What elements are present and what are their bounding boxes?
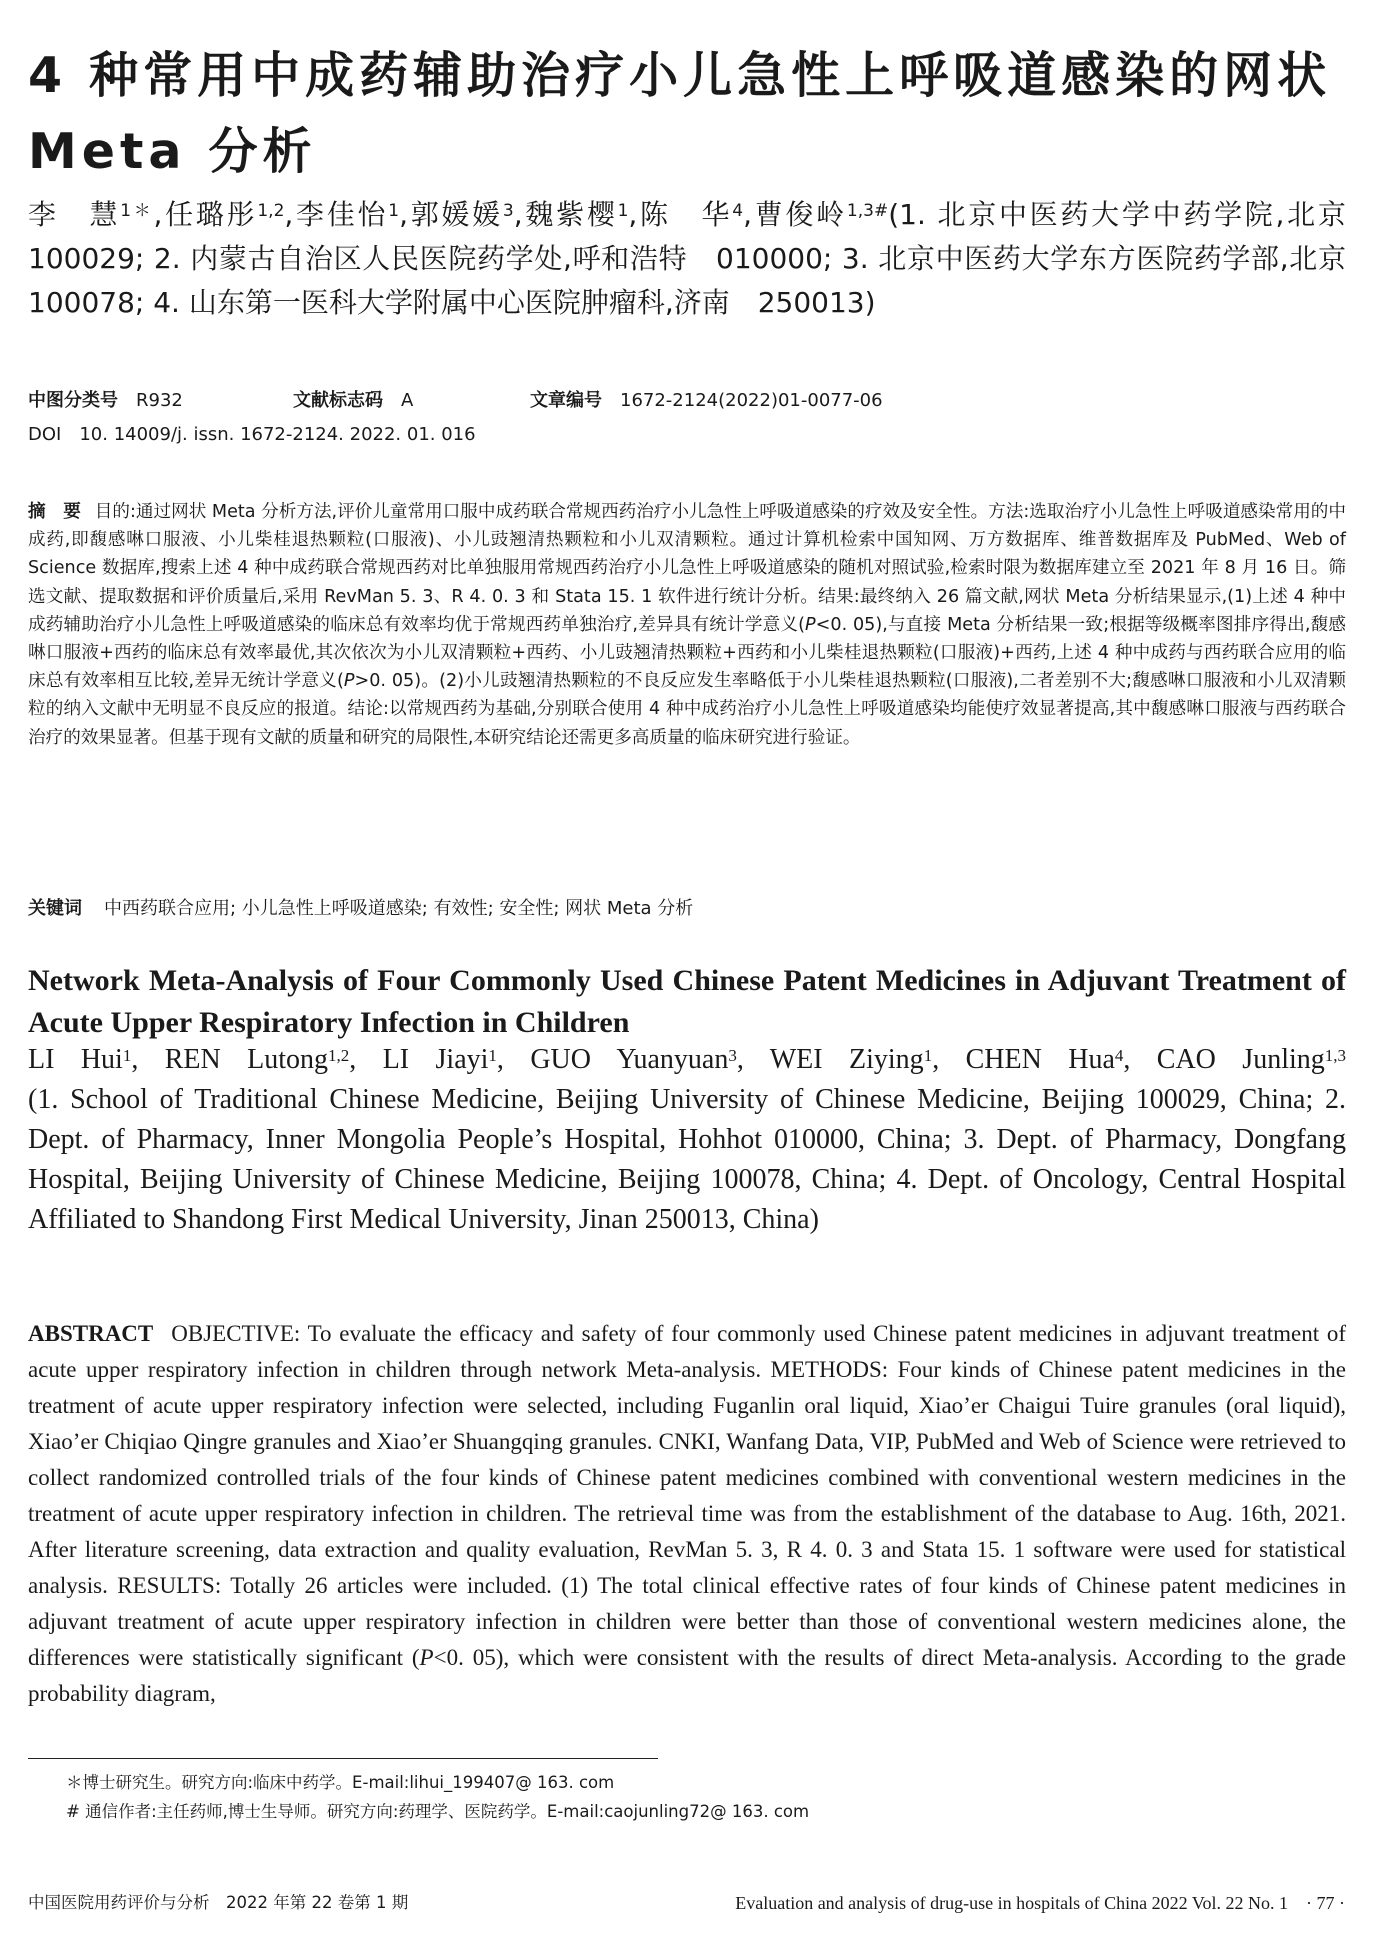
author-name: GUO Yuanyuan bbox=[530, 1044, 729, 1075]
doi-value: 10. 14009/j. issn. 1672-2124. 2022. 01. 016 bbox=[79, 424, 476, 445]
author-sup: 3 bbox=[502, 201, 514, 221]
footnote-first-author: ＊博士研究生。研究方向:临床中药学。E-mail:lihui_199407@ 163. com bbox=[66, 1773, 615, 1792]
footnote-corresponding-author: # 通信作者:主任药师,博士生导师。研究方向:药理学、医院药学。E-mail:caojunling72@ 163. com bbox=[66, 1802, 810, 1821]
author-sup: 1,3 bbox=[1324, 1046, 1347, 1065]
author-sup: 1 bbox=[388, 201, 400, 221]
keywords-text: 中西药联合应用; 小儿急性上呼吸道感染; 有效性; 安全性; 网状 Meta 分析 bbox=[104, 898, 694, 919]
author-sup: 3 bbox=[728, 1046, 737, 1065]
author-name: 魏紫樱 bbox=[522, 198, 618, 231]
chinese-abstract-label: 摘 要 bbox=[28, 502, 81, 522]
clc-value: R932 bbox=[136, 390, 183, 411]
keywords-label: 关键词 bbox=[28, 898, 82, 919]
author-sup: 1,2 bbox=[328, 1046, 350, 1065]
p-symbol: P bbox=[805, 614, 816, 635]
english-authors: LI Hui$^1$, REN Lutong$^{1,2}$, LI Jiayi$^1$, GUO Yuanyuan$^3$, WEI Ziying$^1$, CHEN Hua$^4$, CAO Junling$^{1,3}$ bbox=[28, 1044, 1347, 1075]
chinese-abstract-text-3: >0. 05)。(2)小儿豉翘清热颗粒的不良反应发生率略低于小儿柴桂退热颗粒(口服液),二者差别不大;馥感啉口服液和小儿双清颗粒的纳入文献中无明显不良反应的报道。结论:以常规西药为基础,分别联合使用 4 种中成药治疗小儿急性上呼吸道感染均能使疗效显著提高,其中馥感啉口服液与西药联合治疗的效果显著。但基于现有文献的质量和研究的局限性,本研究结论还需更多高质量的临床研究进行验证。 bbox=[28, 671, 1347, 748]
chinese-keywords bbox=[28, 894, 1346, 924]
author-name: 李佳怡 bbox=[293, 198, 389, 231]
author-sup: 1＊ bbox=[120, 201, 154, 221]
author-sup: 1 bbox=[617, 201, 629, 221]
author-sup: 1 bbox=[488, 1046, 497, 1065]
footnotes bbox=[66, 1768, 1266, 1826]
author-name: REN Lutong bbox=[164, 1044, 329, 1075]
author-sup: 4 bbox=[1114, 1046, 1124, 1065]
doi-label: DOI bbox=[28, 424, 62, 445]
author-name: LI Jiayi bbox=[382, 1044, 489, 1075]
author-name: 郭媛媛 bbox=[407, 198, 503, 231]
clc-label: 中图分类号 bbox=[28, 390, 118, 411]
classification-block bbox=[28, 384, 1328, 452]
author-name: CAO Junling bbox=[1156, 1044, 1325, 1075]
author-sup: 1,2 bbox=[257, 201, 285, 221]
chinese-authors-block: 李 慧$^{1*}$,任璐彤$^{1,2}$,李佳怡$^1$,郭媛媛$^3$,魏紫樱$^1$,陈 华$^4$,曹俊岭$^{1,3\#}$(1. 北京中医药大学中药学院,北京 100029; 2. 内蒙古自治区人民医院药学处,呼和浩特 010000; 3. 北京中医药大学东方医院药学部,北京 100078; 4. 山东第一医科大学附属中心医院肿瘤科,济南 250013) bbox=[28, 198, 1346, 319]
english-abstract-text-1: OBJECTIVE: To evaluate the efficacy and safety of four commonly used Chinese patent medicines in adjuvant treatment of acute upper respiratory infection in children through network Meta-analysis. METHODS: Four kinds of Chinese patent medicines in the treatment of acute upper respiratory infection were selected, including Fuganlin oral liquid, Xiao’er Chaigui Tuire granules (oral liquid), Xiao’er Chiqiao Qingre granules and Xiao’er Shuangqing granules. CNKI, Wanfang Data, VIP, PubMed and Web of Science were retrieved to collect randomized controlled trials of the four kinds of Chinese patent medicines combined with conventional western medicines in the treatment of acute upper respiratory infection in children. The retrieval time was from the establishment of the database to Aug. 16th, 2021. After literature screening, data extraction and quality evaluation, RevMan 5. 3, R 4. 0. 3 and Stata 15. 1 software were used for statistical analysis. RESULTS: Totally 26 articles were included. (1) The total clinical effective rates of four kinds of Chinese patent medicines in adjuvant treatment of acute upper respiratory infection in children were better than those of conventional western medicines alone, the differences were statistically significant ( bbox=[28, 1321, 1346, 1670]
author-sup: 1 bbox=[122, 1046, 132, 1065]
doc-code-label: 文献标志码 bbox=[293, 390, 383, 411]
author-sup: 4 bbox=[732, 201, 744, 221]
author-sup: 1 bbox=[923, 1046, 933, 1065]
article-no-value: 1672-2124(2022)01-0077-06 bbox=[620, 390, 883, 411]
footnote-divider bbox=[28, 1758, 658, 1759]
english-abstract-text-2: <0. 05), which were consistent with the results of direct Meta-analysis. According to the grade probability diagram, bbox=[28, 1645, 1346, 1706]
journal-footer-en: Evaluation and analysis of drug-use in hospitals of China 2022 Vol. 22 No. 1 · 77 · bbox=[735, 1893, 1345, 1913]
p-symbol: P bbox=[419, 1645, 434, 1670]
author-name: WEI Ziying bbox=[769, 1044, 924, 1075]
author-name: LI Hui bbox=[28, 1044, 123, 1075]
article-no-label: 文章编号 bbox=[530, 390, 602, 411]
chinese-affiliations: (1. 北京中医药大学中药学院,北京 100029; 2. 内蒙古自治区人民医院药学处,呼和浩特 010000; 3. 北京中医药大学东方医院药学部,北京 100078; 4. 山东第一医科大学附属中心医院肿瘤科,济南 250013) bbox=[28, 198, 1346, 319]
author-name: 李 慧 bbox=[28, 198, 121, 231]
author-name: CHEN Hua bbox=[965, 1044, 1115, 1075]
journal-footer-cn: 中国医院用药评价与分析 2022 年第 22 卷第 1 期 bbox=[28, 1893, 409, 1912]
english-abstract-label: ABSTRACT bbox=[28, 1321, 154, 1346]
chinese-abstract bbox=[28, 498, 1346, 752]
english-abstract bbox=[28, 1316, 1346, 1712]
chinese-abstract-text-1: 目的:通过网状 Meta 分析方法,评价儿童常用口服中成药联合常规西药治疗小儿急性上呼吸道感染的疗效及安全性。方法:选取治疗小儿急性上呼吸道感染常用的中成药,即馥感啉口服液、小儿柴桂退热颗粒(口服液)、小儿豉翘清热颗粒和小儿双清颗粒。通过计算机检索中国知网、万方数据库、维普数据库及 PubMed、Web of Science 数据库,搜索上述 4 种中成药联合常规西药对比单独服用常规西药治疗小儿急性上呼吸道感染的随机对照试验,检索时限为数据库建立至 2021 年 8 月 16 日。筛选文献、提取数据和评价质量后,采用 RevMan 5. 3、R 4. 0. 3 和 Stata 15. 1 软件进行统计分析。结果:最终纳入 26 篇文献,网状 Meta 分析结果显示,(1)上述 4 种中成药辅助治疗小儿急性上呼吸道感染的临床总有效率均优于常规西药单独治疗,差异具有统计学意义( bbox=[28, 502, 1346, 635]
english-title: Network Meta-Analysis of Four Commonly Used Chinese Patent Medicines in Adjuvant Treatment of Acute Upper Respiratory Infection in Children bbox=[28, 964, 1346, 1039]
author-name: 陈 华 bbox=[637, 198, 733, 231]
author-sup: 1,3# bbox=[846, 201, 889, 221]
chinese-abstract-text-2: <0. 05),与直接 Meta 分析结果一致;根据等级概率图排序得出,馥感啉口服液+西药的临床总有效率最优,其次依次为小儿双清颗粒+西药、小儿豉翘清热颗粒+西药和小儿柴桂退热颗粒(口服液)+西药,上述 4 种中成药与西药联合应用的临床总有效率相互比较,差异无统计学意义( bbox=[28, 614, 1347, 692]
author-name: 曹俊岭 bbox=[751, 198, 847, 231]
chinese-title: 4 种常用中成药辅助治疗小儿急性上呼吸道感染的网状 Meta 分析 bbox=[28, 47, 1332, 180]
english-affiliations: (1. School of Traditional Chinese Medicine, Beijing University of Chinese Medicine, Beijing 100029, China; 2. Dept. of Pharmacy, Inner Mongolia People’s Hospital, Hohhot 010000, China; 3. Dept. of Pharmacy, Dongfang Hospital, Beijing University of Chinese Medicine, Beijing 100078, China; 4. Dept. of Oncology, Central Hospital Affiliated to Shandong First Medical University, Jinan 250013, China) bbox=[28, 1084, 1346, 1235]
p-symbol: P bbox=[343, 671, 355, 692]
author-name: 任璐彤 bbox=[162, 198, 258, 231]
doc-code-value: A bbox=[401, 390, 414, 411]
